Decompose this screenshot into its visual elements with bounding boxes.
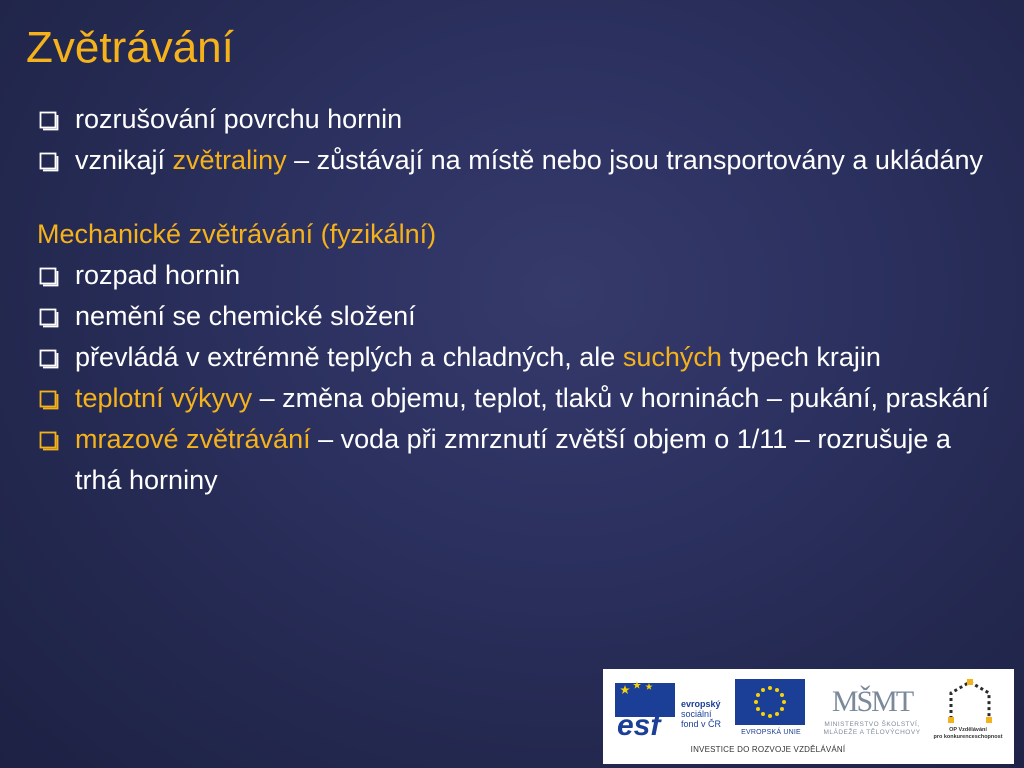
bullet-text: rozrušování povrchu hornin: [75, 104, 403, 134]
bullet-item: [37, 296, 997, 337]
checkbox-icon: [39, 152, 59, 172]
bullet-item: [37, 337, 997, 378]
checkbox-icon-highlighted: [39, 390, 59, 410]
bullet-item: [37, 419, 997, 501]
eu-flag-logo: [735, 679, 805, 725]
funding-logos-strip: [603, 669, 1014, 764]
slide-title: Zvětrávání: [26, 23, 234, 72]
msmt-logo: [827, 677, 917, 721]
esf-label-line: evropský: [681, 699, 721, 709]
checkbox-icon: [39, 308, 59, 328]
bullet-item: [37, 378, 997, 419]
bullet-item: [37, 99, 997, 140]
esf-logo: [615, 679, 675, 737]
msmt-label-line: MINISTERSTVO ŠKOLSTVÍ,: [824, 721, 920, 728]
checkbox-icon: [39, 267, 59, 287]
eu-label: EVROPSKÁ UNIE: [741, 729, 801, 736]
checkbox-icon-highlighted: [39, 431, 59, 451]
checkbox-icon: [39, 349, 59, 369]
esf-label: [681, 699, 721, 729]
msmt-label-line: MLÁDEŽE A TĚLOVÝCHOVY: [823, 729, 921, 736]
section-heading: Mechanické zvětrávání (fyzikální): [37, 219, 437, 249]
bullet-text-prefix: vznikají: [75, 145, 173, 175]
op-label-line: OP Vzdělávání: [949, 727, 987, 733]
checkbox-icon: [39, 111, 59, 131]
bullet-item: [37, 255, 997, 296]
bullet-text-suffix: – zůstávají na místě nebo jsou transportovány a ukládány: [286, 145, 984, 175]
bullet-text-suffix: – voda při zmrznutí zvětší objem o 1/11 – rozrušuje a trhá horniny: [75, 424, 951, 495]
msmt-label: [809, 721, 935, 737]
highlighted-term: zvětraliny: [172, 145, 287, 175]
bullet-text: nemění se chemické složení: [75, 301, 416, 331]
bullet-text-prefix: převládá v extrémně teplých a chladných, ale: [75, 342, 623, 372]
highlighted-term: teplotní výkyvy: [75, 383, 253, 413]
op-label: [925, 727, 1011, 741]
investice-label: INVESTICE DO ROZVOJE VZDĚLÁVÁNÍ: [690, 745, 846, 754]
highlighted-term: mrazové zvětrávání: [75, 424, 311, 454]
slide-content: [37, 99, 997, 501]
msmt-mark: MŠMT: [831, 685, 913, 718]
bullet-text-suffix: typech krajin: [721, 342, 881, 372]
highlighted-term: suchých: [622, 342, 722, 372]
esf-label-line: sociální: [681, 709, 712, 719]
bullet-text-suffix: – změna objemu, teplot, tlaků v horninách – pukání, praskání: [252, 383, 990, 413]
op-label-line: pro konkurenceschopnost: [933, 734, 1003, 740]
bullet-item: [37, 140, 997, 181]
esf-label-line: fond v ČR: [681, 719, 722, 729]
svg-text:esf: esf: [617, 709, 661, 737]
bullet-text: rozpad hornin: [75, 260, 241, 290]
op-vzdelavani-logo: [941, 679, 999, 723]
